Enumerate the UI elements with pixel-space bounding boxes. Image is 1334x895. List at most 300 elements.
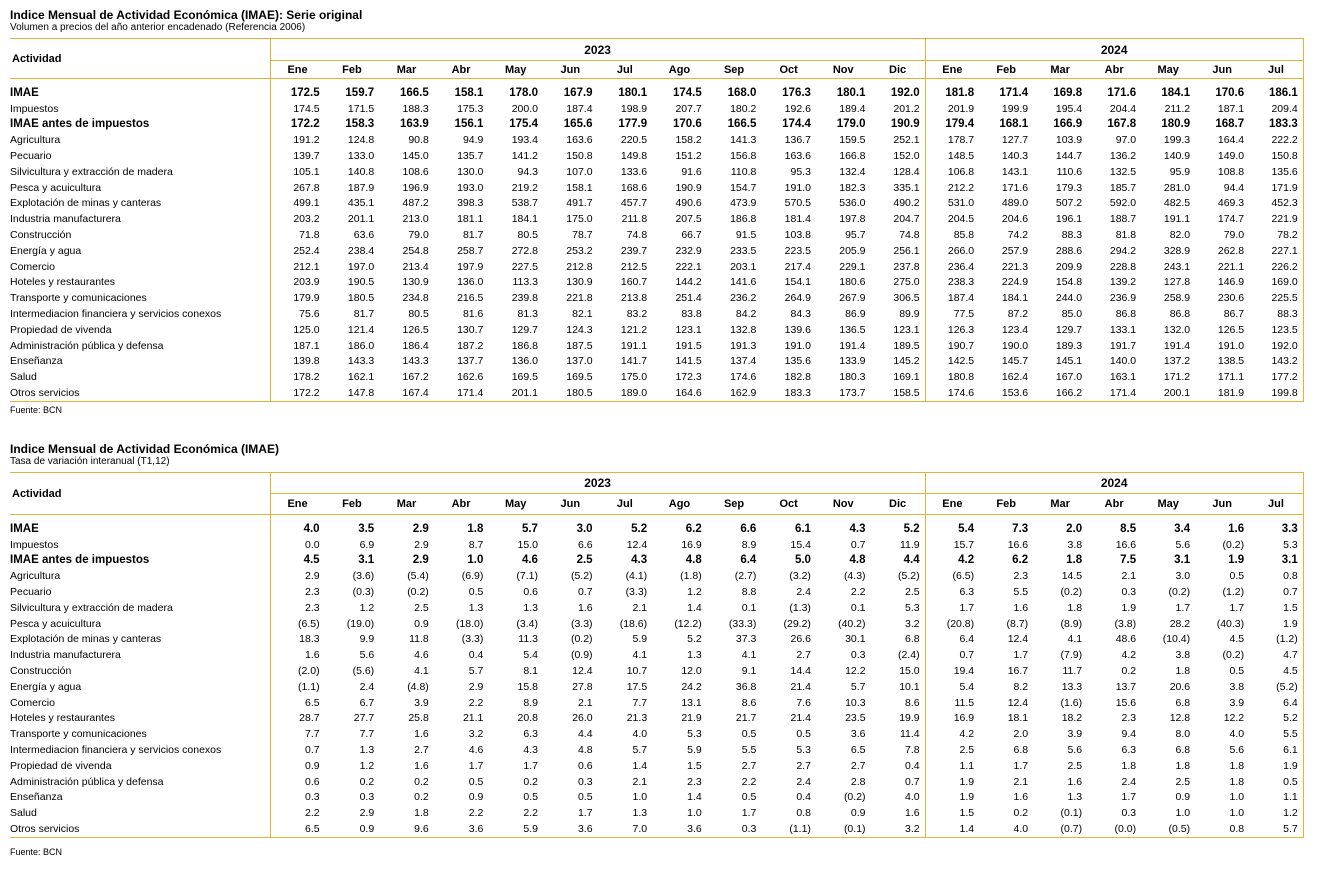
table-cell: 174.7 xyxy=(1217,213,1245,226)
table-cell: 15.7 xyxy=(953,538,975,551)
table-cell: 132.4 xyxy=(839,165,866,178)
table-cell: 0.3 xyxy=(1121,586,1137,599)
table-cell: 0.4 xyxy=(468,649,484,662)
table-cell: 398.3 xyxy=(457,197,484,210)
table-cell: 335.1 xyxy=(871,180,926,196)
table-cell: 89.9 xyxy=(871,306,926,322)
table-cell: 2.4 xyxy=(796,775,811,788)
table-cell: 0.6 xyxy=(304,775,320,788)
table-cell: (10.4) xyxy=(1162,633,1191,646)
table-cell: 0.7 xyxy=(959,649,975,662)
table1-source-wrap xyxy=(10,401,1303,416)
table-cell: 145.7 xyxy=(1001,355,1029,368)
table-cell: 190.0 xyxy=(1001,339,1029,352)
table2-source: Fuente: BCN xyxy=(10,847,63,857)
table-cell: 139.8 xyxy=(293,355,320,368)
table-cell: 203.1 xyxy=(730,260,757,273)
table-cell: 1.4 xyxy=(925,821,979,837)
table-cell: (0.2) xyxy=(1168,586,1191,599)
table-row xyxy=(10,243,1303,259)
table-row xyxy=(10,679,1303,695)
table-cell: (0.0) xyxy=(1087,821,1141,837)
table-row xyxy=(10,742,1303,758)
table-cell: 5.3 xyxy=(796,744,811,757)
table-cell: (5.2) xyxy=(570,570,593,583)
table-cell: 11.4 xyxy=(871,726,926,742)
table-cell: 200.0 xyxy=(511,102,538,115)
table-cell: 11.9 xyxy=(871,537,926,553)
row-label: Explotación de minas y canteras xyxy=(10,196,270,212)
table-cell: 4.0 xyxy=(303,522,320,535)
month-header: Ene xyxy=(925,61,979,79)
table-cell: 216.5 xyxy=(457,292,484,305)
table-cell: 281.0 xyxy=(1163,181,1191,194)
row-label: Industria manufacturera xyxy=(10,211,270,227)
table-cell: 1.1 xyxy=(1249,790,1303,806)
table-cell: 0.9 xyxy=(325,821,380,837)
table-cell: 171.6 xyxy=(1107,86,1137,99)
table-cell: 171.6 xyxy=(1001,181,1029,194)
table-cell: 153.6 xyxy=(979,385,1033,401)
table-cell: 209.4 xyxy=(1249,101,1303,117)
table-cell: 2.4 xyxy=(1121,775,1137,788)
row-label: Pesca y acuicultura xyxy=(10,616,270,632)
table-cell: 74.8 xyxy=(871,227,926,243)
table-cell: 1.3 xyxy=(1067,791,1083,804)
table-cell: 2.9 xyxy=(412,554,429,567)
table-cell: 2.9 xyxy=(414,538,429,551)
table-cell: 221.8 xyxy=(566,292,593,305)
row-label: Hoteles y restaurantes xyxy=(10,711,270,727)
table-cell: 2.1 xyxy=(632,601,648,614)
table-cell: 1.0 xyxy=(1229,791,1245,804)
table-cell: 8.9 xyxy=(523,696,538,709)
table-cell: 3.2 xyxy=(871,821,926,837)
table-cell: 1.8 xyxy=(467,522,484,535)
table-cell: 186.0 xyxy=(347,339,375,352)
table-cell: 243.1 xyxy=(1163,260,1191,273)
table-cell: 179.9 xyxy=(293,292,320,305)
table-cell: 81.6 xyxy=(462,308,484,321)
row-label: Salud xyxy=(10,805,270,821)
table-cell: 6.3 xyxy=(1121,744,1137,757)
table-cell: 228.8 xyxy=(1109,260,1137,273)
table-cell: 108.6 xyxy=(402,165,429,178)
table-cell: 1.9 xyxy=(1249,616,1303,632)
table-cell: 2.5 xyxy=(871,584,926,600)
month-header: Jul xyxy=(1249,61,1303,79)
table-cell: 167.0 xyxy=(1055,371,1083,384)
table-cell: 6.4 xyxy=(1249,695,1303,711)
table-cell: 142.5 xyxy=(947,355,975,368)
table-cell: 159.7 xyxy=(345,86,375,99)
table-cell: 108.8 xyxy=(1217,165,1245,178)
table-cell: 91.6 xyxy=(681,165,702,178)
row-label: Construcción xyxy=(10,227,270,243)
table-cell: 25.8 xyxy=(408,712,429,725)
table-cell: 1.8 xyxy=(1229,775,1245,788)
table-cell: 192.0 xyxy=(871,85,926,101)
table-cell: 132.8 xyxy=(730,323,757,336)
table-cell: 1.6 xyxy=(577,601,593,614)
table-cell: (3.3) xyxy=(625,586,648,599)
table-cell: 26.6 xyxy=(790,633,811,646)
table-cell: 1.8 xyxy=(1175,665,1191,678)
table-cell: 1.7 xyxy=(468,759,484,772)
table-cell: 167.9 xyxy=(563,86,593,99)
table-cell: 6.1 xyxy=(794,522,811,535)
month-header: Dic xyxy=(871,61,926,79)
table-cell: 258.7 xyxy=(457,244,484,257)
table-cell: 570.5 xyxy=(784,197,811,210)
month-header: Jun xyxy=(1195,494,1249,515)
table-cell: 8.5 xyxy=(1120,522,1137,535)
table-cell: 158.1 xyxy=(454,86,484,99)
table-cell: 201.2 xyxy=(871,101,926,117)
table-cell: 2.5 xyxy=(1175,775,1191,788)
table-cell: 191.3 xyxy=(730,339,757,352)
table-cell: 0.6 xyxy=(577,759,593,772)
month-header: Abr xyxy=(434,494,489,515)
table-row xyxy=(10,117,1303,133)
table-cell: 94.3 xyxy=(517,165,538,178)
table-cell: 16.7 xyxy=(1007,665,1029,678)
table-cell: 141.7 xyxy=(620,355,648,368)
table-cell: 143.3 xyxy=(402,355,429,368)
table-cell: 169.8 xyxy=(1053,86,1083,99)
table-cell: 0.7 xyxy=(577,586,593,599)
table-cell: 224.9 xyxy=(1001,276,1029,289)
table-cell: 84.3 xyxy=(790,308,811,321)
table2-source-wrap xyxy=(10,843,1303,858)
table-cell: 239.7 xyxy=(620,244,648,257)
table-cell: (40.3) xyxy=(1216,617,1245,630)
table-cell: 6.5 xyxy=(270,821,325,837)
table-cell: 209.9 xyxy=(1055,260,1083,273)
table-cell: 23.5 xyxy=(845,712,866,725)
table-cell: 0.7 xyxy=(850,538,866,551)
table-cell: (2.0) xyxy=(298,665,320,678)
column-header-actividad: Actividad xyxy=(10,39,270,79)
table-cell: 4.2 xyxy=(958,554,975,567)
table-cell: 5.6 xyxy=(1067,744,1083,757)
table-cell: 185.7 xyxy=(1109,181,1137,194)
table-cell: (0.7) xyxy=(1033,821,1087,837)
table-cell: 191.1 xyxy=(1163,213,1191,226)
table-cell: 2.7 xyxy=(796,649,811,662)
table-cell: 9.1 xyxy=(741,665,757,678)
table-cell: 1.7 xyxy=(1229,601,1245,614)
table-cell: 212.1 xyxy=(293,260,320,273)
table-cell: 124.8 xyxy=(347,134,375,147)
table-cell: 538.7 xyxy=(511,197,538,210)
table-cell: 4.8 xyxy=(685,554,702,567)
table-cell: 2.7 xyxy=(741,759,757,772)
table-cell: 203.9 xyxy=(293,276,320,289)
table-cell: 1.8 xyxy=(1229,759,1245,772)
month-header: Sep xyxy=(707,61,762,79)
table-cell: 191.7 xyxy=(1109,339,1137,352)
table-cell: 1.2 xyxy=(1249,805,1303,821)
table-cell: 0.7 xyxy=(871,774,926,790)
table-cell: 130.0 xyxy=(457,165,484,178)
table-cell: 1.7 xyxy=(1175,601,1191,614)
table-cell: 213.4 xyxy=(402,260,429,273)
month-header: Jun xyxy=(543,61,598,79)
year-header-2024: 2024 xyxy=(925,39,1303,61)
table-cell: 199.8 xyxy=(1249,385,1303,401)
table-cell: 21.9 xyxy=(681,712,702,725)
table-cell: 0.3 xyxy=(304,791,320,804)
table-cell: 186.1 xyxy=(1249,85,1303,101)
table-cell: 2.2 xyxy=(523,807,538,820)
table-cell: 0.2 xyxy=(414,775,429,788)
table-cell: 4.1 xyxy=(414,665,429,678)
table-cell: 4.0 xyxy=(632,728,648,741)
table-cell: 138.5 xyxy=(1217,355,1245,368)
table-cell: 191.1 xyxy=(620,339,648,352)
table-cell: 187.1 xyxy=(1217,102,1245,115)
month-header: Feb xyxy=(979,61,1033,79)
table-cell: 252.1 xyxy=(871,132,926,148)
table-cell: 19.4 xyxy=(953,665,975,678)
table-cell: 275.0 xyxy=(871,275,926,291)
table-cell: 20.6 xyxy=(1169,680,1191,693)
table-cell: 1.7 xyxy=(959,601,975,614)
table-cell: 12.2 xyxy=(845,665,866,678)
table-cell: 171.4 xyxy=(1087,385,1141,401)
table-cell: 144.2 xyxy=(675,276,702,289)
table-cell: 135.6 xyxy=(1249,164,1303,180)
table-cell: 182.3 xyxy=(839,181,866,194)
table-cell: 12.4 xyxy=(1007,633,1029,646)
table1-title: Indice Mensual de Actividad Económica (IMAE): Serie original xyxy=(10,8,363,22)
table-cell: 174.6 xyxy=(730,371,757,384)
table-cell: 4.2 xyxy=(1121,649,1137,662)
table-cell: 86.7 xyxy=(1223,308,1245,321)
table-cell: 28.2 xyxy=(1169,617,1191,630)
table-cell: 172.3 xyxy=(675,371,702,384)
table-cell: (12.2) xyxy=(674,617,702,630)
table-cell: 88.3 xyxy=(1061,229,1083,242)
table-row xyxy=(10,584,1303,600)
table-cell: 141.5 xyxy=(675,355,702,368)
table-cell: 5.6 xyxy=(1175,538,1191,551)
table-cell: 5.7 xyxy=(521,522,538,535)
table-cell: 0.5 xyxy=(741,791,757,804)
table-cell: (29.2) xyxy=(783,617,811,630)
row-label: Pesca y acuicultura xyxy=(10,180,270,196)
table2-subtitle: Tasa de variación interanual (T1,12) xyxy=(10,456,170,467)
table-cell: 0.4 xyxy=(871,758,926,774)
table-cell: 7.7 xyxy=(304,728,320,741)
table-cell: 21.1 xyxy=(462,712,484,725)
table-cell: 154.7 xyxy=(730,181,757,194)
month-header: May xyxy=(1141,494,1195,515)
table-cell: 11.3 xyxy=(518,633,538,646)
table-cell: 536.0 xyxy=(839,197,866,210)
table-cell: 1.2 xyxy=(687,586,702,599)
table-cell: 144.7 xyxy=(1055,150,1083,163)
table-cell: 16.6 xyxy=(1115,538,1137,551)
table-cell: 180.9 xyxy=(1161,118,1191,131)
table-cell: 14.5 xyxy=(1061,570,1083,583)
table-cell: 204.4 xyxy=(1109,102,1137,115)
table-cell: 2.2 xyxy=(850,586,866,599)
table-cell: 204.7 xyxy=(871,211,926,227)
table-cell: 212.5 xyxy=(620,260,648,273)
table-cell: 191.5 xyxy=(675,339,702,352)
month-header: Ago xyxy=(652,61,707,79)
table-cell: 2.5 xyxy=(414,601,429,614)
table-cell: 12.0 xyxy=(681,665,702,678)
table-cell: 158.2 xyxy=(675,134,702,147)
table-cell: 88.3 xyxy=(1249,306,1303,322)
table-cell: 180.5 xyxy=(347,292,375,305)
table-cell: 156.1 xyxy=(454,118,484,131)
table-cell: 13.3 xyxy=(1061,680,1083,693)
table-cell: 171.2 xyxy=(1163,371,1191,384)
table-cell: 5.4 xyxy=(959,680,975,693)
table-cell: 212.8 xyxy=(566,260,593,273)
table-cell: 91.5 xyxy=(735,229,757,242)
table-cell: 169.0 xyxy=(1249,275,1303,291)
table-row xyxy=(10,85,1303,101)
table-cell: 184.1 xyxy=(511,213,538,226)
table-cell: 196.9 xyxy=(402,181,429,194)
table-cell: 163.6 xyxy=(566,134,593,147)
table-cell: 197.0 xyxy=(347,260,375,273)
year-header-2023: 2023 xyxy=(270,39,925,61)
table-cell: 201.1 xyxy=(488,385,543,401)
table-cell: 1.2 xyxy=(359,601,375,614)
table-cell: 211.2 xyxy=(1164,102,1191,115)
table-cell: 227.1 xyxy=(1249,243,1303,259)
table-cell: (1.3) xyxy=(789,601,811,614)
table-cell: 149.0 xyxy=(1217,150,1245,163)
table-cell: 123.5 xyxy=(1249,322,1303,338)
table-cell: 187.4 xyxy=(566,102,593,115)
table-cell: 178.7 xyxy=(947,134,975,147)
table-cell: (40.2) xyxy=(838,617,866,630)
table-cell: 170.6 xyxy=(672,118,702,131)
table-cell: 0.6 xyxy=(523,586,538,599)
table-cell: 180.5 xyxy=(543,385,598,401)
table-cell: 9.4 xyxy=(1121,728,1137,741)
table-cell: 1.3 xyxy=(632,807,648,820)
table-cell: 37.3 xyxy=(735,633,757,646)
table-cell: 2.8 xyxy=(850,775,866,788)
table-cell: 169.5 xyxy=(566,371,593,384)
table-cell: 220.5 xyxy=(620,134,648,147)
table-cell: 207.7 xyxy=(675,102,702,115)
table-cell: 457.7 xyxy=(620,197,648,210)
table-cell: 15.0 xyxy=(517,538,538,551)
table-cell: 105.1 xyxy=(293,165,320,178)
table-cell: 78.7 xyxy=(572,229,593,242)
table-cell: 126.5 xyxy=(1217,323,1245,336)
row-label: Explotación de minas y canteras xyxy=(10,632,270,648)
table-cell: 168.0 xyxy=(727,86,757,99)
table-cell: 1.7 xyxy=(1121,791,1137,804)
table-cell: 12.4 xyxy=(626,538,648,551)
table2-title: Indice Mensual de Actividad Económica (IMAE) xyxy=(10,442,279,456)
table-cell: 6.2 xyxy=(1012,554,1029,567)
table-cell: 12.8 xyxy=(1169,712,1191,725)
table-cell: 86.8 xyxy=(1169,308,1191,321)
table-cell: 141.6 xyxy=(730,276,757,289)
table-cell: 168.7 xyxy=(1215,118,1245,131)
table-cell: 0.9 xyxy=(1175,791,1191,804)
table-cell: 180.1 xyxy=(836,86,866,99)
table-cell: 4.1 xyxy=(1067,633,1083,646)
table-cell: 1.8 xyxy=(414,807,429,820)
table-cell: 531.0 xyxy=(947,197,975,210)
table-row xyxy=(10,568,1303,584)
table-cell: 187.9 xyxy=(347,181,375,194)
table-cell: (3.3) xyxy=(570,617,593,630)
table-cell: 137.4 xyxy=(730,355,757,368)
table-cell: 66.7 xyxy=(681,229,702,242)
table-cell: 71.8 xyxy=(299,229,320,242)
row-label: IMAE antes de impuestos xyxy=(10,553,270,569)
table-cell: 7.0 xyxy=(598,821,653,837)
table-cell: 132.5 xyxy=(1109,165,1137,178)
row-label: IMAE xyxy=(10,521,270,537)
table-cell: 0.3 xyxy=(1121,807,1137,820)
table-cell: (2.4) xyxy=(871,647,926,663)
table-cell: 16.9 xyxy=(953,712,975,725)
table-cell: 6.8 xyxy=(1013,744,1029,757)
table-cell: 5.3 xyxy=(1249,537,1303,553)
table-cell: 140.8 xyxy=(347,165,375,178)
table-cell: 4.4 xyxy=(577,728,593,741)
table-row xyxy=(10,726,1303,742)
table-cell: 107.0 xyxy=(566,165,593,178)
year-header-2023: 2023 xyxy=(270,473,925,494)
table-cell: 197.8 xyxy=(839,213,866,226)
table-cell: 3.6 xyxy=(543,821,598,837)
table-cell: 18.1 xyxy=(1007,712,1029,725)
table-cell: 183.3 xyxy=(1249,117,1303,133)
table-cell: 139.7 xyxy=(293,150,320,163)
month-header: Jul xyxy=(598,494,653,515)
table-cell: 233.5 xyxy=(730,244,757,257)
table-cell: 1.9 xyxy=(1121,601,1137,614)
table-row xyxy=(10,663,1303,679)
table-cell: 221.1 xyxy=(1217,260,1245,273)
table-cell: 187.2 xyxy=(457,339,484,352)
table-cell: 143.1 xyxy=(1001,165,1029,178)
table-cell: 130.7 xyxy=(457,323,484,336)
table-cell: 79.0 xyxy=(1223,229,1245,242)
table-cell: 207.5 xyxy=(675,213,702,226)
table-cell: 123.1 xyxy=(871,322,926,338)
table-cell: 0.2 xyxy=(1013,807,1029,820)
table-cell: 11.7 xyxy=(1062,665,1083,678)
table-cell: 166.5 xyxy=(400,86,429,99)
table-cell: 175.3 xyxy=(457,102,484,115)
table-cell: 192.0 xyxy=(1249,338,1303,354)
month-header: Nov xyxy=(816,61,871,79)
table-cell: 188.3 xyxy=(402,102,429,115)
table-cell: 188.7 xyxy=(1109,213,1137,226)
table-cell: 199.3 xyxy=(1163,134,1191,147)
table-cell: 195.4 xyxy=(1055,102,1083,115)
table-cell: 6.3 xyxy=(523,728,538,741)
table-cell: 151.2 xyxy=(675,150,702,163)
row-label: Salud xyxy=(10,369,270,385)
